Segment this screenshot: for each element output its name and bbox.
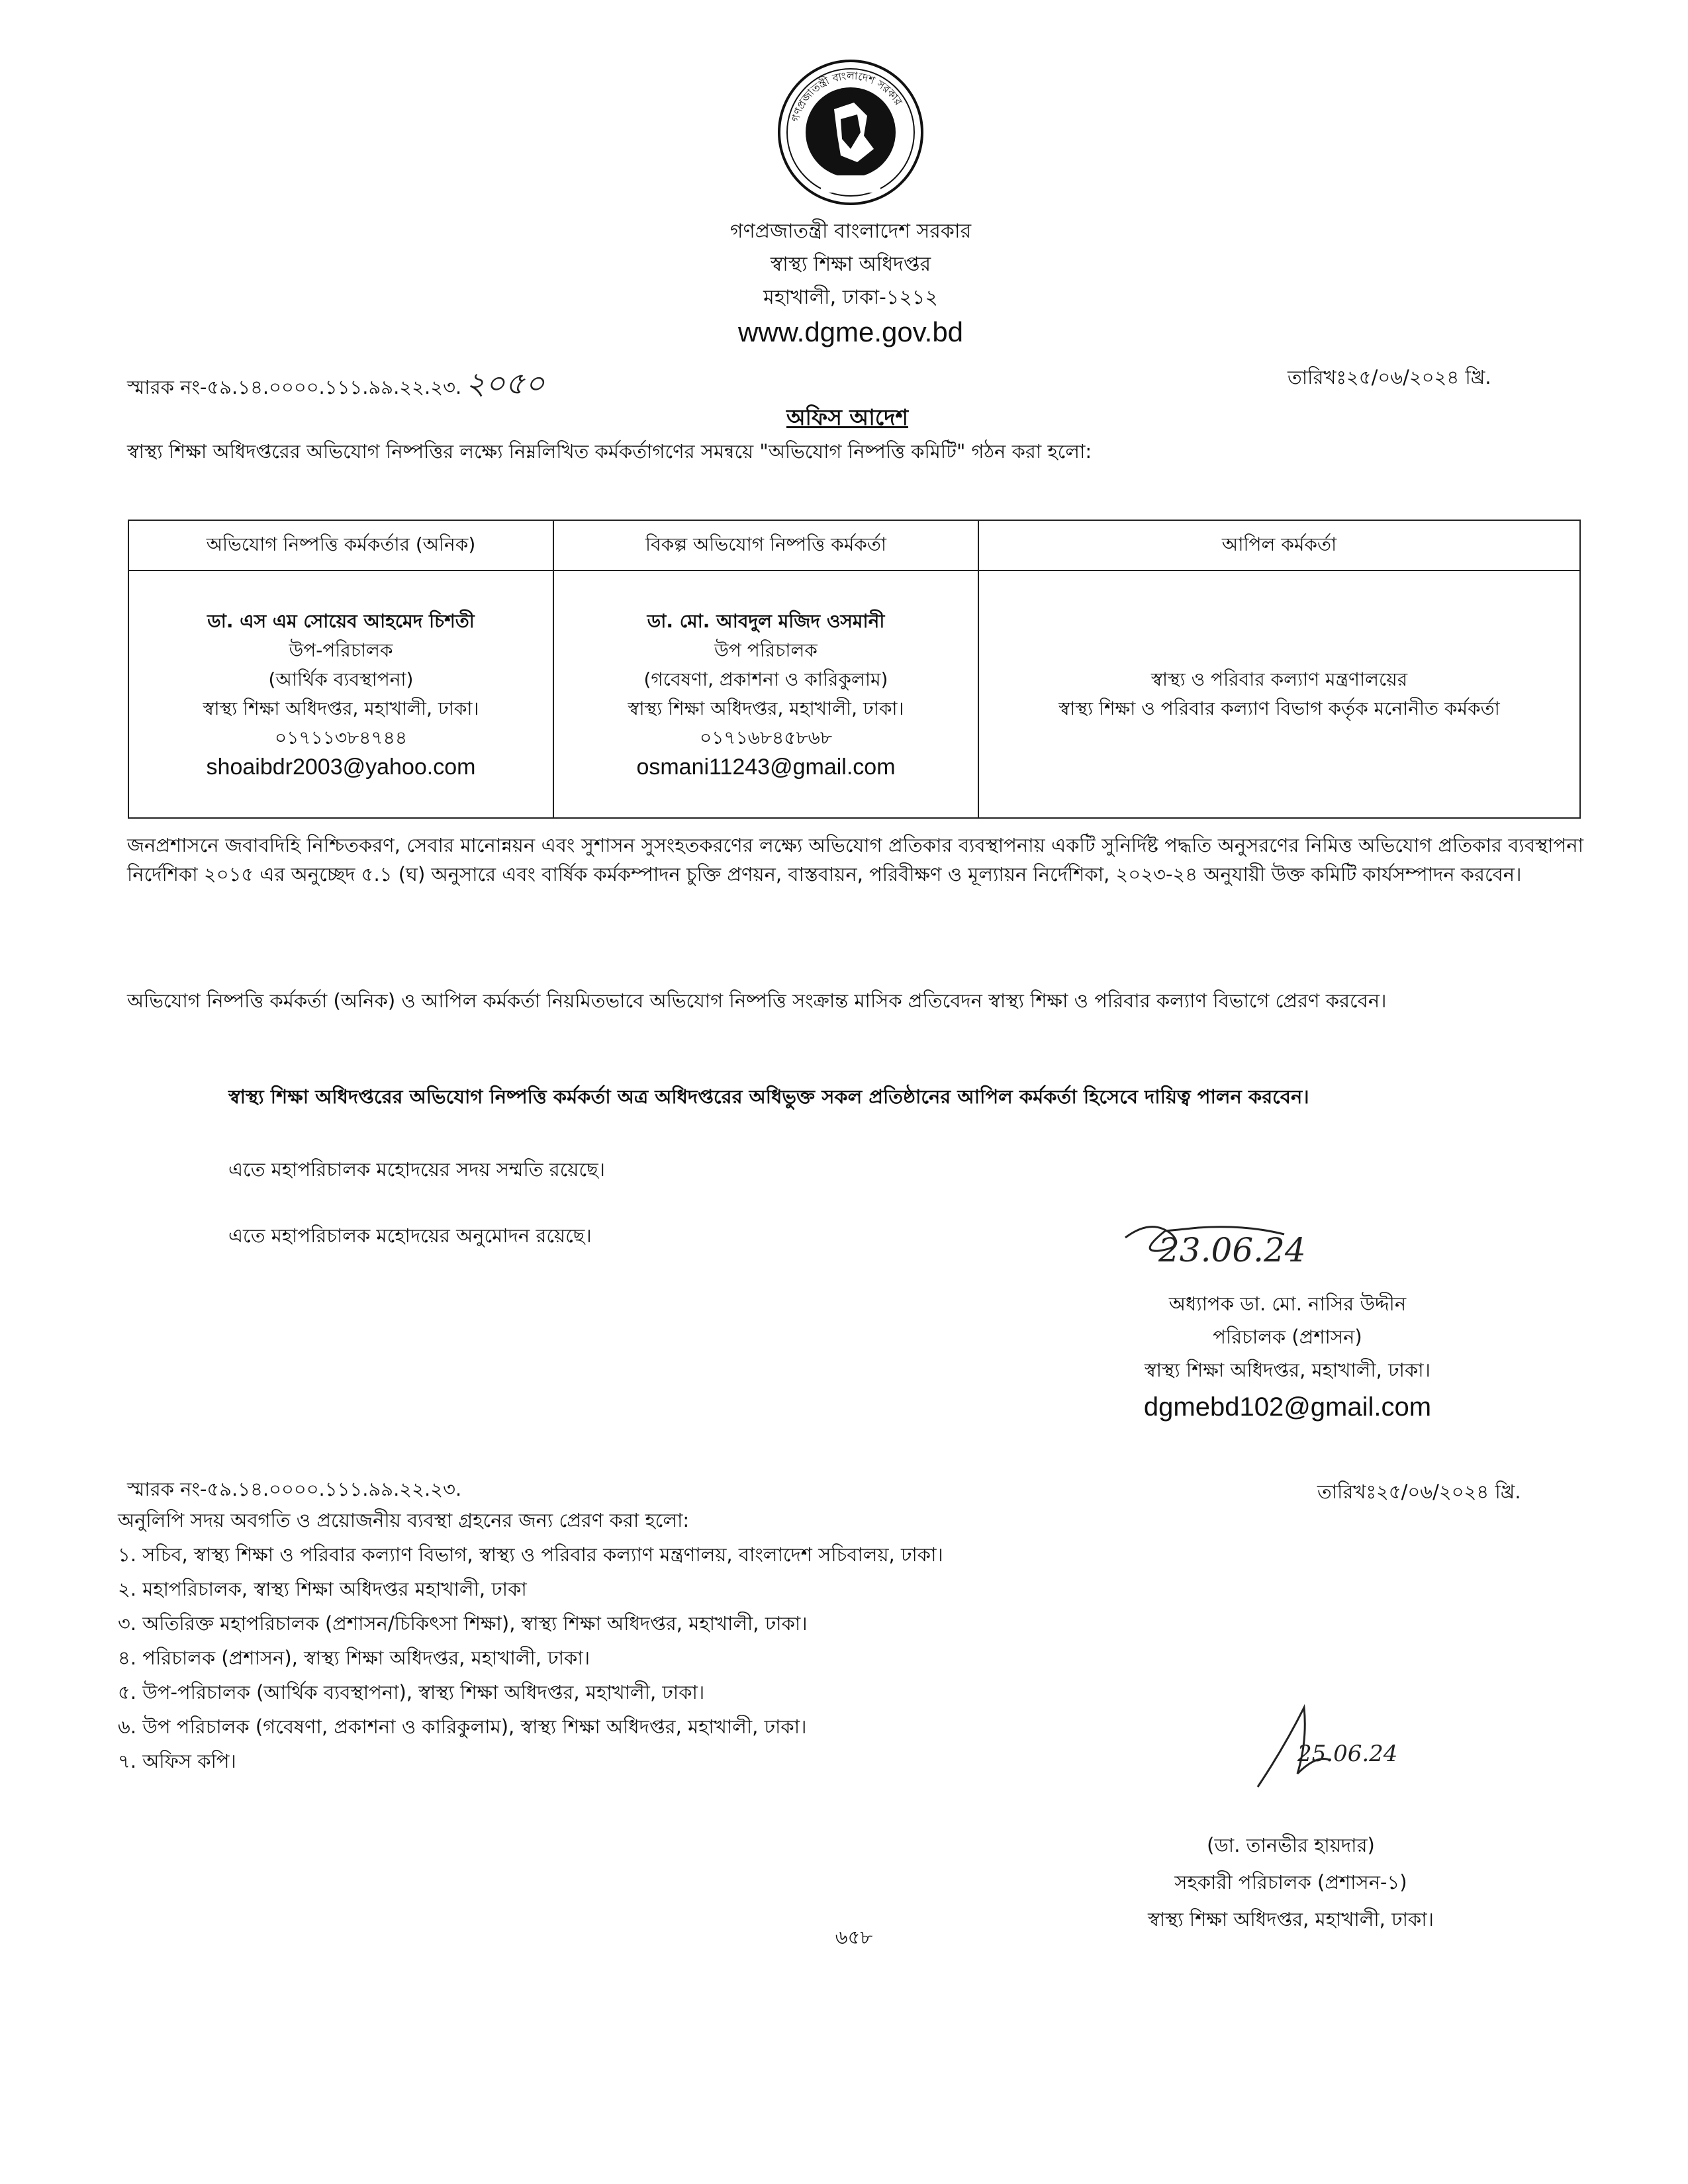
signatory-2-block [1059, 1827, 1523, 1938]
memo-reference [127, 361, 545, 411]
officer1-office: স্বাস্থ্য শিক্ষা অধিদপ্তর, মহাখালী, ঢাকা। [203, 698, 479, 719]
paragraph-5: এতে মহাপরিচালক মহোদয়ের অনুমোদন রয়েছে। [228, 1224, 592, 1247]
officer2-email[interactable]: osmani11243@gmail.com [636, 754, 896, 780]
officer1-name: ডা. এস এম সোয়েব আহমেদ চিশতী [207, 610, 475, 632]
officer2-phone: ০১৭১৬৮৪৫৮৬৮ [699, 727, 832, 749]
signatory-1-designation: পরিচালক (প্রশাসন) [1213, 1326, 1362, 1348]
appeal-line2: স্বাস্থ্য শিক্ষা ও পরিবার কল্যাণ বিভাগ কর্তৃক মনোনীত কর্মকর্তা [1058, 698, 1500, 719]
appeal-line1: স্বাস্থ্য ও পরিবার কল্যাণ মন্ত্রণালয়ের [1150, 668, 1408, 690]
table-header-row [128, 520, 1580, 570]
table-row [128, 570, 1580, 818]
list-item: ৫. উপ-পরিচালক (আর্থিক ব্যবস্থাপনা), স্বাস্থ্য শিক্ষা অধিদপ্তর, মহাখালী, ঢাকা। [118, 1681, 705, 1704]
cc-ref-label: স্মারক নং- [127, 1478, 207, 1500]
signatory-2-office: স্বাস্থ্য শিক্ষা অধিদপ্তর, মহাখালী, ঢাকা। [1147, 1908, 1434, 1931]
signatory-1-block [1046, 1287, 1529, 1424]
memo-ref-handwritten: ২০৫০ [465, 365, 545, 401]
page-title: অফিস আদেশ [786, 404, 909, 430]
department-address: মহাখালী, ঢাকা-১২১২ [763, 286, 938, 309]
website-link[interactable]: www.dgme.gov.bd [737, 316, 964, 347]
officer1-designation: উপ-পরিচালক [289, 639, 393, 661]
officer1-section: (আর্থিক ব্যবস্থাপনা) [268, 668, 414, 690]
signatory-2-name: (ডা. তানভীর হায়দার) [1207, 1834, 1375, 1856]
col-header-alternate: বিকল্প অভিযোগ নিষ্পত্তি কর্মকর্তা [553, 520, 978, 570]
signatory-1-name: অধ্যাপক ডা. মো. নাসির উদ্দীন [1168, 1293, 1407, 1315]
officer1-email[interactable]: shoaibdr2003@yahoo.com [206, 754, 476, 780]
list-item: ৭. অফিস কপি। [118, 1750, 236, 1772]
government-seal [774, 56, 927, 208]
cc-intro: অনুলিপি সদয় অবগতি ও প্রয়োজনীয় ব্যবস্থা গ্রহনের জন্য প্রেরণ করা হলো: [118, 1509, 690, 1531]
list-item: ৬. উপ পরিচালক (গবেষণা, প্রকাশনা ও কারিকুলাম), স্বাস্থ্য শিক্ষা অধিদপ্তর, মহাখালী, ঢাকা। [118, 1715, 807, 1738]
signature-1-date: 23.06.24 [1158, 1231, 1306, 1269]
signature-2-date: 25.06.24 [1297, 1741, 1398, 1767]
paragraph-2: অভিযোগ নিষ্পত্তি কর্মকর্তা (অনিক) ও আপিল কর্মকর্তা নিয়মিতভাবে অভিযোগ নিষ্পত্তি সংক্রান্ত মাসিক প্রতিবেদন স্বাস্থ্য শিক্ষা ও পরিবার কল্যাণ বিভাগে প্রেরণ করবেন। [127, 989, 1387, 1012]
memo-date: তারিখঃ২৫/০৬/২০২৪ খ্রি. [1288, 366, 1491, 388]
paragraph-1: জনপ্রশাসনে জবাবদিহি নিশ্চিতকরণ, সেবার মানোন্নয়ন এবং সুশাসন সুসংহতকরণের লক্ষ্যে অভিযোগ প্রতিকার ব্যবস্থাপনায় একটি সুনির্দিষ্ট পদ্ধতি অনুসরণের নিমিত্ত অভিযোগ প্রতিকার ব্যবস্থাপনা নির্দেশিকা ২০১৫ এর অনুচ্ছেদ ৫.১ (ঘ) অনুসারে এবং বার্ষিক কর্মকম্পাদন চুক্তি প্রণয়ন, বাস্তবায়ন, পরিবীক্ষণ ও মূল্যায়ন নির্দেশিকা, ২০২৩-২৪ অনুযায়ী উক্ত কমিটি কার্যসম্পাদন করবেন। [127, 834, 1583, 886]
committee-table [128, 520, 1581, 819]
col-header-officer: অভিযোগ নিষ্পত্তি কর্মকর্তার (অনিক) [128, 520, 553, 570]
memo-ref-label: স্মারক নং- [127, 376, 207, 398]
paragraph-4: এতে মহাপরিচালক মহোদয়ের সদয় সম্মতি রয়েছে। [228, 1158, 606, 1181]
intro-text: স্বাস্থ্য শিক্ষা অধিদপ্তরের অভিযোগ নিষ্পত্তির লক্ষ্যে নিম্নলিখিত কর্মকর্তাগণের সমন্বয়ে "অভিযোগ নিষ্পত্তি কমিটি" গঠন করা হলো: [127, 440, 1092, 463]
cc-date: তারিখঃ২৫/০৬/২০২৪ খ্রি. [1317, 1480, 1521, 1503]
officer2-section: (গবেষণা, প্রকাশনা ও কারিকুলাম) [643, 668, 888, 690]
signatory-2-designation: সহকারী পরিচালক (প্রশাসন-১) [1174, 1871, 1407, 1893]
signatory-1-office: স্বাস্থ্য শিক্ষা অধিদপ্তর, মহাখালী, ঢাকা। [1144, 1359, 1430, 1381]
col-header-appeal: আপিল কর্মকর্তা [978, 520, 1580, 570]
appeal-cell [978, 570, 1580, 818]
svg-text:গণপ্রজাতন্ত্রী বাংলাদেশ সরকার: গণপ্রজাতন্ত্রী বাংলাদেশ সরকার [788, 69, 906, 124]
memo-ref-number: ৫৯.১৪.০০০০.১১১.৯৯.২২.২৩. [207, 376, 462, 398]
page-number: ৬৫৮ [835, 1926, 873, 1948]
list-item: ১. সচিব, স্বাস্থ্য শিক্ষা ও পরিবার কল্যাণ বিভাগ, স্বাস্থ্য ও পরিবার কল্যাণ মন্ত্রণালয়, বাংলাদেশ সচিবালয়, ঢাকা। [118, 1543, 943, 1566]
paragraph-3-bold: স্বাস্থ্য শিক্ষা অধিদপ্তরের অভিযোগ নিষ্পত্তি কর্মকর্তা অত্র অধিদপ্তরের অধিভুক্ত সকল প্রতিষ্ঠানের আপিল কর্মকর্তা হিসেবে দায়িত্ব পালন করবেন। [228, 1085, 1309, 1108]
officer2-cell [553, 570, 978, 818]
cc-reference [127, 1475, 461, 1507]
signatory-1-email[interactable]: dgmebd102@gmail.com [1143, 1392, 1432, 1422]
officer2-office: স্বাস্থ্য শিক্ষা অধিদপ্তর, মহাখালী, ঢাকা। [628, 698, 904, 719]
cc-ref-number: ৫৯.১৪.০০০০.১১১.৯৯.২২.২৩. [207, 1478, 462, 1500]
department-name: স্বাস্থ্য শিক্ষা অধিদপ্তর [770, 253, 931, 276]
list-item: ৩. অতিরিক্ত মহাপরিচালক (প্রশাসন/চিকিৎসা শিক্ষা), স্বাস্থ্য শিক্ষা অধিদপ্তর, মহাখালী, ঢাকা। [118, 1612, 808, 1635]
cc-list [118, 1537, 943, 1778]
list-item: ২. মহাপরিচালক, স্বাস্থ্য শিক্ষা অধিদপ্তর মহাখালী, ঢাকা [118, 1578, 527, 1600]
govt-name: গণপ্রজাতন্ত্রী বাংলাদেশ সরকার [729, 220, 972, 243]
officer1-phone: ০১৭১১৩৮৪৭৪৪ [274, 727, 407, 749]
header-block [645, 218, 1056, 311]
officer2-name: ডা. মো. আবদুল মজিদ ওসমানী [647, 610, 885, 632]
officer2-designation: উপ পরিচালক [714, 639, 818, 661]
list-item: ৪. পরিচালক (প্রশাসন), স্বাস্থ্য শিক্ষা অধিদপ্তর, মহাখালী, ঢাকা। [118, 1647, 590, 1669]
officer1-cell [128, 570, 553, 818]
